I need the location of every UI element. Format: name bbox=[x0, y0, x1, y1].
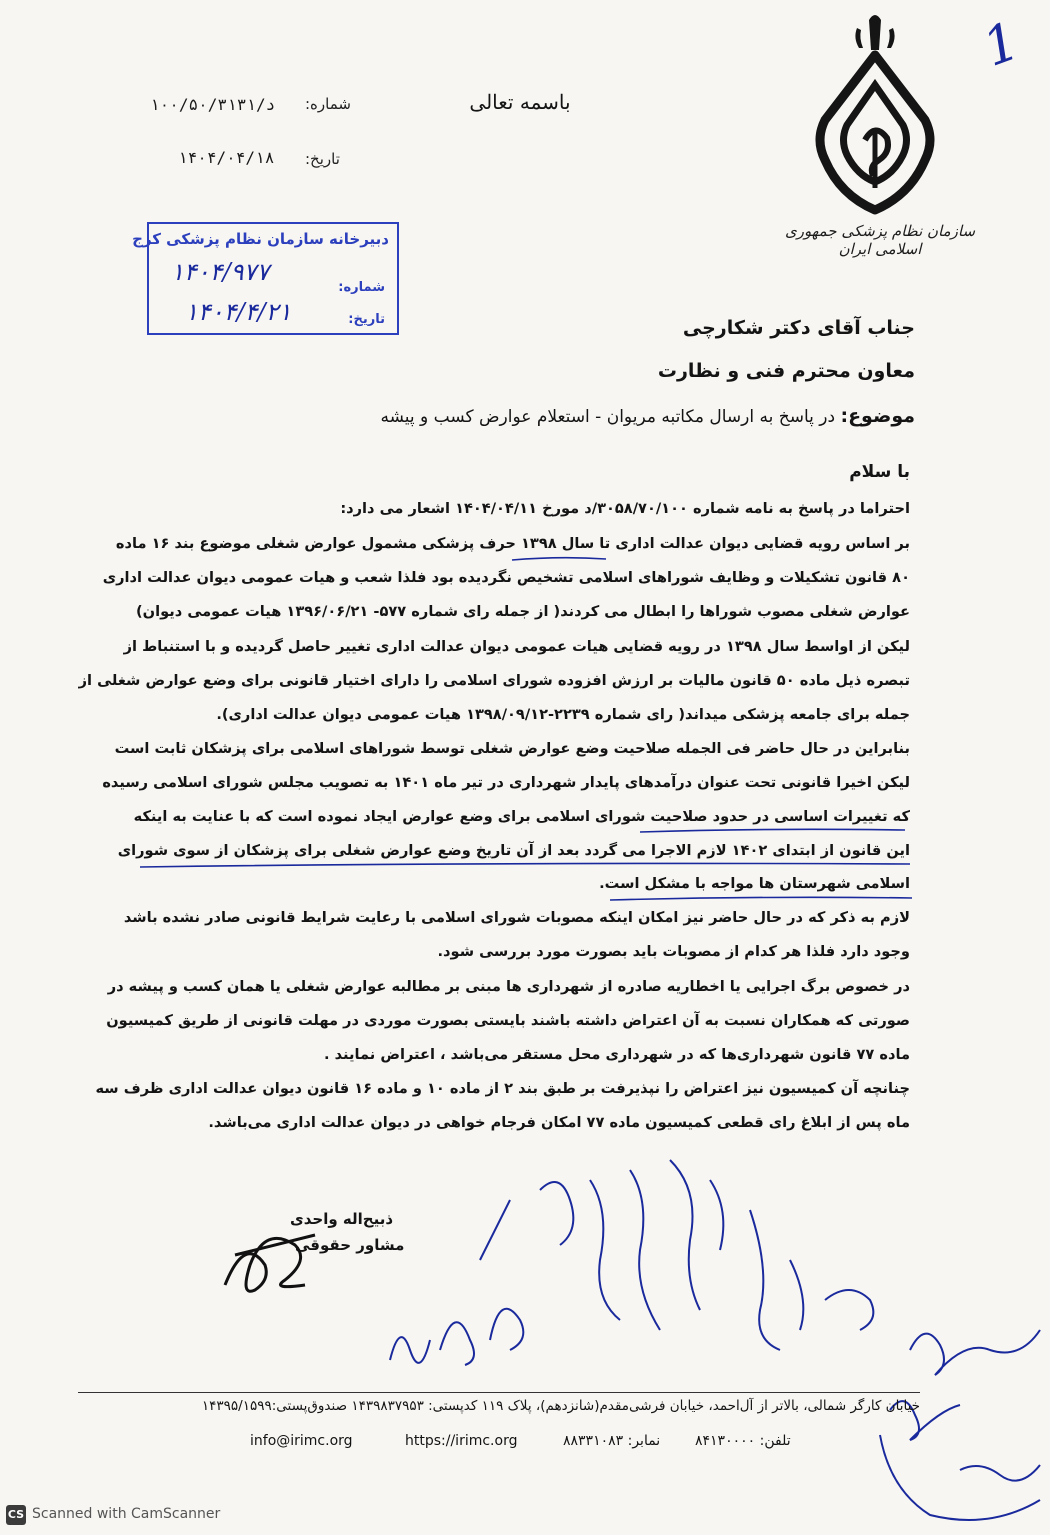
subject-line bbox=[380, 405, 915, 427]
body-line: صورتی که همکاران نسبت به آن اعتراض داشته باشند بایستی بصورت موردی در مهلت قانونی از طریق کمیسیون bbox=[106, 1012, 910, 1029]
underline-1398 bbox=[512, 558, 606, 560]
body-line: ۸۰ قانون تشکیلات و وظایف شوراهای اسلامی تشخیص نگردیده بود فلذا شعب و هیات عمومی دیوان عدالت اداری bbox=[102, 569, 910, 586]
body-line: بر اساس رویه قضایی دیوان عدالت اداری تا سال ۱۳۹۸ حرف پزشکی مشمول عوارض شغلی موضوع بند ۱۶ ماده bbox=[115, 535, 910, 552]
greeting: با سلام bbox=[849, 462, 910, 482]
addressee-name: جناب آقای دکتر شکارچی bbox=[682, 317, 915, 339]
body-line: چنانچه آن کمیسیون نیز اعتراض را نپذیرفت بر طبق بند ۲ از ماده ۱۰ و ماده ۱۶ قانون دیوان عدالت اداری ظرف سه bbox=[95, 1080, 910, 1097]
footer-phone: تلفن: ۸۴۱۳۰۰۰۰ bbox=[695, 1433, 791, 1449]
body-line: عوارض شغلی مصوب شوراها را ابطال می کردند( از جمله رای شماره ۵۷۷- ۱۳۹۶/۰۶/۲۱ هیات عمومی دیوان) bbox=[136, 603, 910, 620]
underline-conclusion bbox=[610, 897, 912, 900]
body-line: این قانون از ابتدای ۱۴۰۲ لازم الاجرا می گردد بعد از آن تاریخ وضع عوارض شغلی برای پزشکان از سوی شورای bbox=[117, 842, 910, 859]
underline-line-stipulation bbox=[140, 863, 910, 867]
body-line: لیکن اخیرا قانونی تحت عنوان درآمدهای پایدار شهرداری در تیر ماه ۱۴۰۱ به تصویب مجلس شورای اسلامی رسیده bbox=[102, 774, 910, 791]
body-line: در خصوص برگ اجرایی یا اخطاریه صادره از شهرداری ها مبنی بر مطالبه عوارض شغلی یا همان کسب و پیشه در bbox=[107, 978, 910, 995]
signatory-role: مشاور حقوقی bbox=[295, 1236, 405, 1254]
footer-divider bbox=[78, 1392, 920, 1393]
stamp-number-label: شماره: bbox=[338, 280, 385, 295]
stamp-title: دبیرخانه سازمان نظام پزشکی کرج bbox=[132, 230, 389, 248]
logo-caption: سازمان نظام پزشکی جمهوری اسلامی ایران bbox=[784, 222, 976, 258]
signature-icon bbox=[215, 1205, 325, 1305]
camscanner-text: Scanned with CamScanner bbox=[32, 1506, 221, 1522]
body-line: ماده ۷۷ قانون شهرداری‌ها که در شهرداری محل مستقر می‌باشد ، اعتراض نمایند . bbox=[324, 1046, 910, 1063]
stamp-date-label: تاریخ: bbox=[348, 312, 385, 327]
footer-email[interactable]: info@irimc.org bbox=[250, 1433, 353, 1449]
camscanner-watermark bbox=[6, 1505, 220, 1525]
registration-stamp bbox=[132, 222, 399, 335]
corner-handwritten-mark: 1 bbox=[975, 11, 1028, 79]
body-line: لیکن از اواسط سال ۱۳۹۸ در رویه قضایی هیات عمومی دیوان عدالت اداری تغییر حاصل گردیده و با استنباط از bbox=[123, 638, 910, 655]
body-line: اسلامی شهرستان ها مواجه با مشکل است. bbox=[599, 875, 910, 892]
body-line: بنابراین در حال حاضر فی الجمله صلاحیت وضع عوارض شغلی توسط شوراهای اسلامی برای پزشکان ثابت است bbox=[114, 740, 910, 757]
footer-website[interactable]: https://irimc.org bbox=[405, 1433, 518, 1449]
date-value: ۱۴۰۴/۰۴/۱۸ bbox=[178, 148, 275, 167]
camscanner-logo-icon: CS bbox=[6, 1505, 26, 1525]
number-label: شماره: bbox=[305, 95, 351, 113]
signatory-name: ذبیح‌اله واحدی bbox=[290, 1210, 394, 1228]
body-line: جمله برای جامعه پزشکی میداند( رای شماره ۲۲۳۹-۱۳۹۸/۰۹/۱۲ هیات عمومی دیوان عدالت اداری). bbox=[216, 706, 910, 723]
handwritten-referral-notes bbox=[370, 1150, 900, 1390]
irimc-logo-icon bbox=[795, 10, 955, 255]
stamp-number-value: ۱۴۰۴/۹۷۷ bbox=[171, 258, 270, 286]
date-label: تاریخ: bbox=[305, 150, 340, 168]
body-line: تبصره ذیل ماده ۵۰ قانون مالیات بر ارزش افزوده شورای اسلامی را دارای اختیار قانونی برای وضع عوارض شغلی از bbox=[78, 672, 910, 689]
addressee-title: معاون محترم فنی و نظارت bbox=[657, 360, 915, 382]
subject-text: در پاسخ به ارسال مکاتبه مریوان - استعلام عوارض کسب و پیشه bbox=[380, 407, 836, 427]
body-line: احتراما در پاسخ به نامه شماره ۳۰۵۸/۷۰/۱۰۰/د مورخ ۱۴۰۴/۰۴/۱۱ اشعار می دارد: bbox=[340, 500, 910, 517]
number-value: د/۱۰۰/۵۰/۳۱۳۱ bbox=[150, 95, 276, 114]
underline-law-start bbox=[640, 829, 905, 832]
basmala-heading: باسمه تعالی bbox=[469, 90, 571, 114]
subject-label: موضوع: bbox=[840, 405, 915, 427]
body-line: وجود دارد فلذا هر کدام از مصوبات باید بصورت مورد بررسی شود. bbox=[437, 943, 910, 960]
footer-fax: نمابر: ۸۸۳۳۱۰۸۳ bbox=[563, 1433, 661, 1449]
body-line: ماه پس از ابلاغ رای قطعی کمیسیون ماده ۷۷ امکان فرجام خواهی در دیوان عدالت اداری می‌باشد. bbox=[208, 1114, 910, 1131]
body-line: که تغییرات اساسی در حدود صلاحیت شورای اسلامی برای وضع عوارض ایجاد نموده است که با عنایت به اینکه bbox=[133, 808, 910, 825]
body-line: لازم به ذکر که در حال حاضر نیز امکان اینکه مصوبات شورای اسلامی با رعایت شرایط قانونی صادر نشده باشد bbox=[123, 909, 910, 926]
footer-address: خیابان کارگر شمالی، بالاتر از آل‌احمد، خیابان فرشی‌مقدم(شانزدهم)، پلاک ۱۱۹ کدپستی: ۱۴۳۹۸۳۷۹۵۳ صندوق‌پستی:۱۴۳۹۵/۱۵۹۹ bbox=[201, 1398, 920, 1414]
stamp-date-value: ۱۴۰۴/۴/۲۱ bbox=[185, 298, 292, 326]
